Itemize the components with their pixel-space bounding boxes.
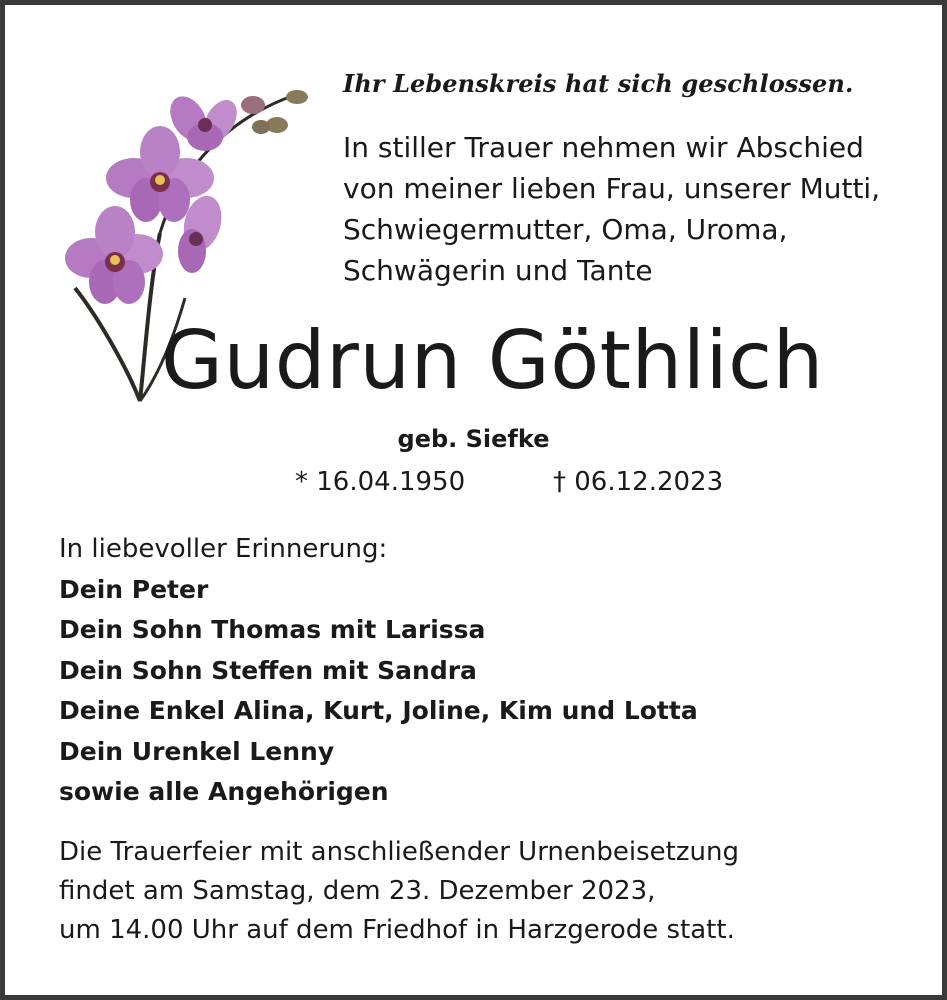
- intro-line: Schwiegermutter, Oma, Uroma,: [343, 213, 788, 246]
- funeral-line: Die Trauerfeier mit anschließender Urnenbeisetzung: [59, 837, 739, 867]
- funeral-line: findet am Samstag, dem 23. Dezember 2023,: [59, 876, 656, 906]
- maiden-name: geb. Siefke: [397, 425, 550, 453]
- intro-line: von meiner lieben Frau, unserer Mutti,: [343, 172, 881, 205]
- mourner-line: Dein Peter: [59, 574, 209, 604]
- death-date: † 06.12.2023: [553, 467, 724, 497]
- motto-line: Ihr Lebenskreis hat sich geschlossen.: [343, 69, 854, 98]
- mourner-line: Deine Enkel Alina, Kurt, Joline, Kim und Lotta: [59, 696, 698, 725]
- mourner-line: Dein Sohn Steffen mit Sandra: [59, 655, 477, 685]
- mourner-line: Dein Sohn Thomas mit Larissa: [59, 615, 486, 644]
- funeral-info: [59, 833, 739, 950]
- intro-text: [343, 127, 880, 291]
- mourners-block: [59, 529, 698, 813]
- intro-line: In stiller Trauer nehmen wir Abschied: [343, 131, 864, 164]
- birth-date: * 16.04.1950: [295, 467, 466, 497]
- mourner-line: Dein Urenkel Lenny: [59, 736, 335, 766]
- funeral-line: um 14.00 Uhr auf dem Friedhof in Harzgerode statt.: [59, 915, 735, 945]
- memory-heading: In liebevoller Erinnerung:: [59, 534, 388, 564]
- deceased-name: Gudrun Göthlich: [161, 314, 824, 407]
- mourner-line: sowie alle Angehörigen: [59, 777, 389, 806]
- intro-line: Schwägerin und Tante: [343, 254, 653, 287]
